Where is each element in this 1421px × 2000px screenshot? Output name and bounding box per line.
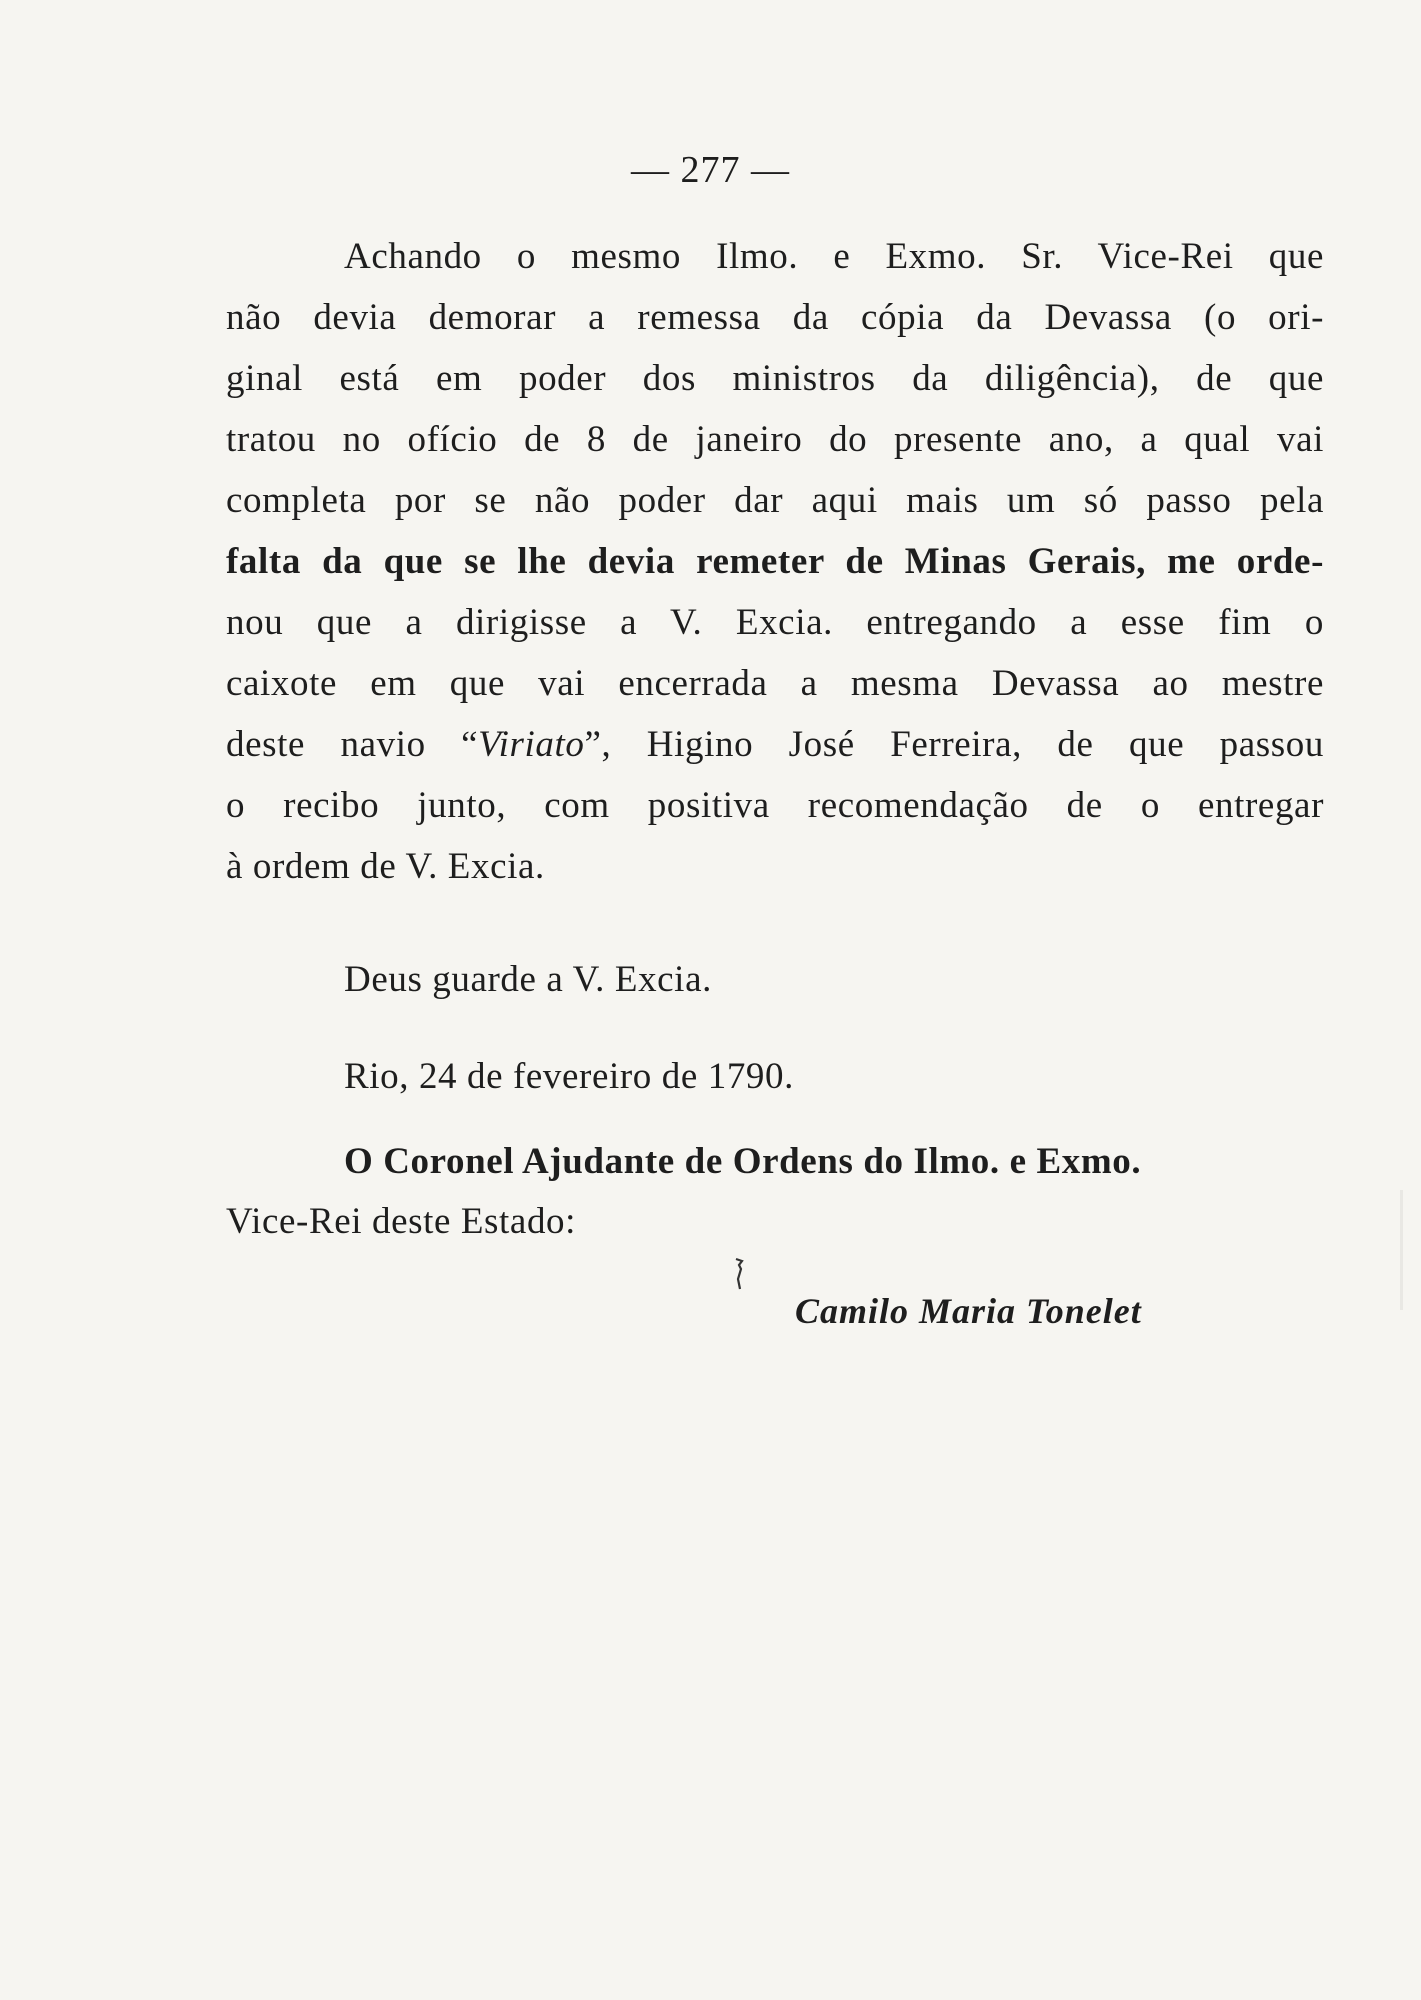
main-paragraph [226,226,1324,897]
signatory-title: O Coronel Ajudante de Ordens do Ilmo. e Exmo. [344,1141,1142,1182]
signatory-block [226,1132,1324,1252]
letter-body [226,226,1324,897]
body-line: completa por se não poder dar aqui mais um só passo pela [226,480,1324,521]
ship-name: Viriato [478,724,585,765]
body-line-ship [226,714,1324,775]
body-line [226,775,1324,836]
ink-mark-icon [734,1255,744,1295]
ship-line-after: ”, Higino José Ferreira, de que passou [584,724,1324,765]
line-rest: recibo junto, com positiva recomendação de o entregar [283,785,1324,826]
greeting: Deus guarde a V. Excia. [344,959,712,1000]
body-line: não devia demorar a remessa da cópia da Devassa (o ori- [226,297,1324,338]
page-bleed-decoration [1180,1190,1403,1310]
body-line: Achando o mesmo Ilmo. e Exmo. Sr. Vice-Rei que [344,236,1324,277]
line-prefix: o [226,785,246,826]
signatory-office: Vice-Rei deste Estado: [226,1201,577,1242]
body-line: caixote em que vai encerrada a mesma Devassa ao mestre [226,663,1324,704]
signature: Camilo Maria Tonelet [795,1291,1142,1331]
body-line: nou que a dirigisse a V. Excia. entregando a esse fim o [226,602,1324,643]
body-line: tratou no ofício de 8 de janeiro do presente ano, a qual vai [226,419,1324,460]
body-line: ginal está em poder dos ministros da diligência), de que [226,358,1324,399]
body-line: à ordem de V. Excia. [226,846,545,887]
place-date: Rio, 24 de fevereiro de 1790. [344,1056,794,1097]
page-number: — 277 — [631,149,790,191]
ship-line-before: deste navio “ [226,724,479,765]
body-line-bold: falta da que se lhe devia remeter de Minas Gerais, me orde- [226,541,1324,582]
